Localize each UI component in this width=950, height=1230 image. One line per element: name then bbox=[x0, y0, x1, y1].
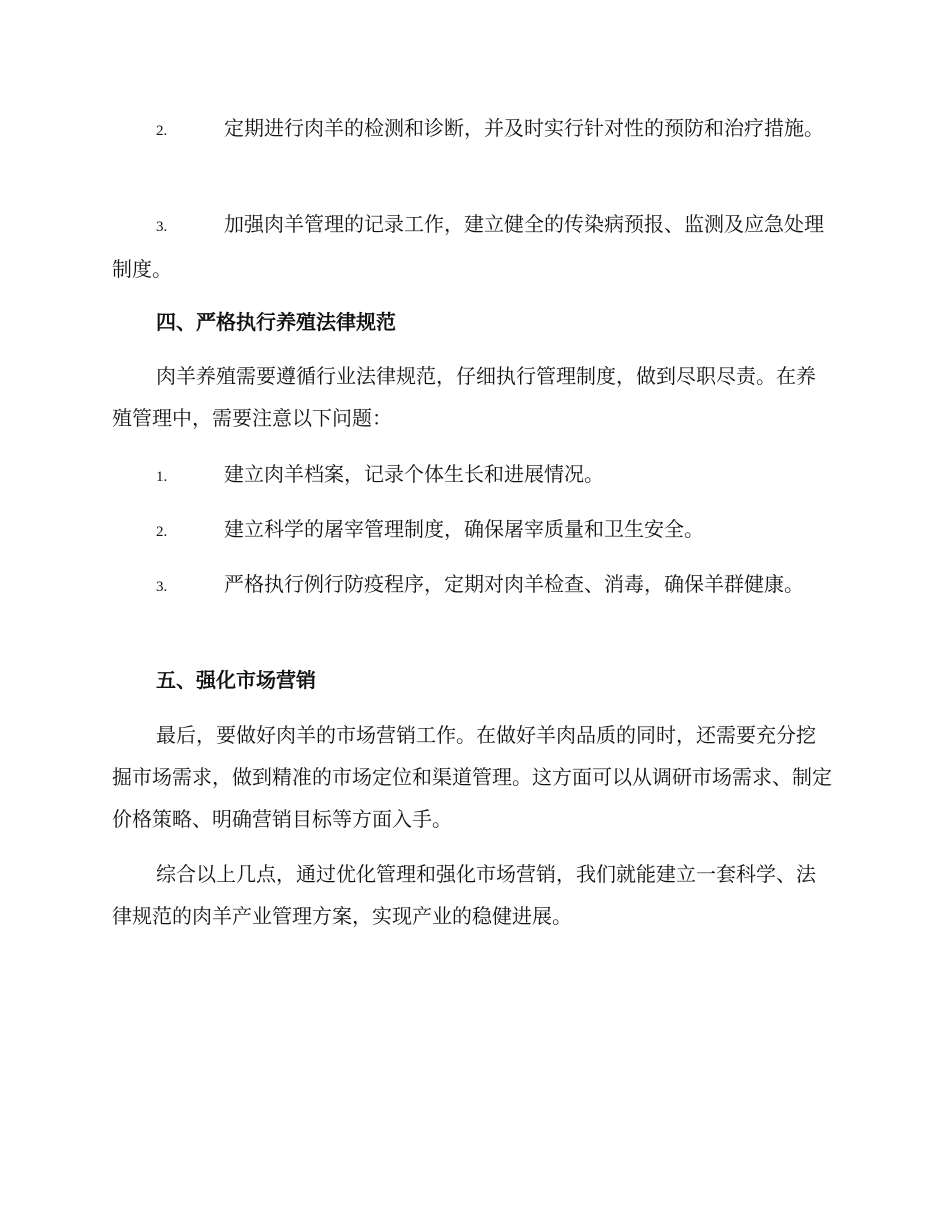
list-item-text: 建立科学的屠宰管理制度，确保屠宰质量和卫生安全。 bbox=[224, 517, 704, 541]
list-item-number: 3. bbox=[156, 579, 168, 595]
list-item bbox=[112, 107, 834, 152]
list-item-text: 建立肉羊档案，记录个体生长和进展情况。 bbox=[224, 462, 604, 486]
section-4-intro: 肉羊养殖需要遵循行业法律规范，仔细执行管理制度，做到尽职尽责。在养殖管理中，需要注意以下问题： bbox=[112, 364, 816, 430]
list-item bbox=[112, 563, 834, 608]
list-item bbox=[112, 508, 834, 553]
list-item-text: 加强肉羊管理的记录工作，建立健全的传染病预报、监测及应急处理制度。 bbox=[112, 212, 824, 281]
list-item-text: 严格执行例行防疫程序，定期对肉羊检查、消毒，确保羊群健康。 bbox=[224, 572, 804, 596]
list-item bbox=[112, 203, 834, 290]
list-item-number: 2. bbox=[156, 123, 168, 139]
list-item-number: 3. bbox=[156, 219, 168, 235]
list-item bbox=[112, 453, 834, 498]
list-item-number: 2. bbox=[156, 524, 168, 540]
conclusion-paragraph: 综合以上几点，通过优化管理和强化市场营销，我们就能建立一套科学、法律规范的肉羊产业管理方案，实现产业的稳健进展。 bbox=[112, 862, 816, 928]
section-5-paragraph: 最后，要做好肉羊的市场营销工作。在做好羊肉品质的同时，还需要充分挖掘市场需求，做到精准的市场定位和渠道管理。这方面可以从调研市场需求、制定价格策略、明确营销目标等方面入手。 bbox=[112, 723, 832, 831]
section-heading-5: 五、强化市场营销 bbox=[156, 668, 316, 692]
list-item-number: 1. bbox=[156, 469, 168, 485]
list-item-text: 定期进行肉羊的检测和诊断，并及时实行针对性的预防和治疗措施。 bbox=[224, 116, 824, 140]
section-heading-4: 四、严格执行养殖法律规范 bbox=[156, 310, 396, 334]
